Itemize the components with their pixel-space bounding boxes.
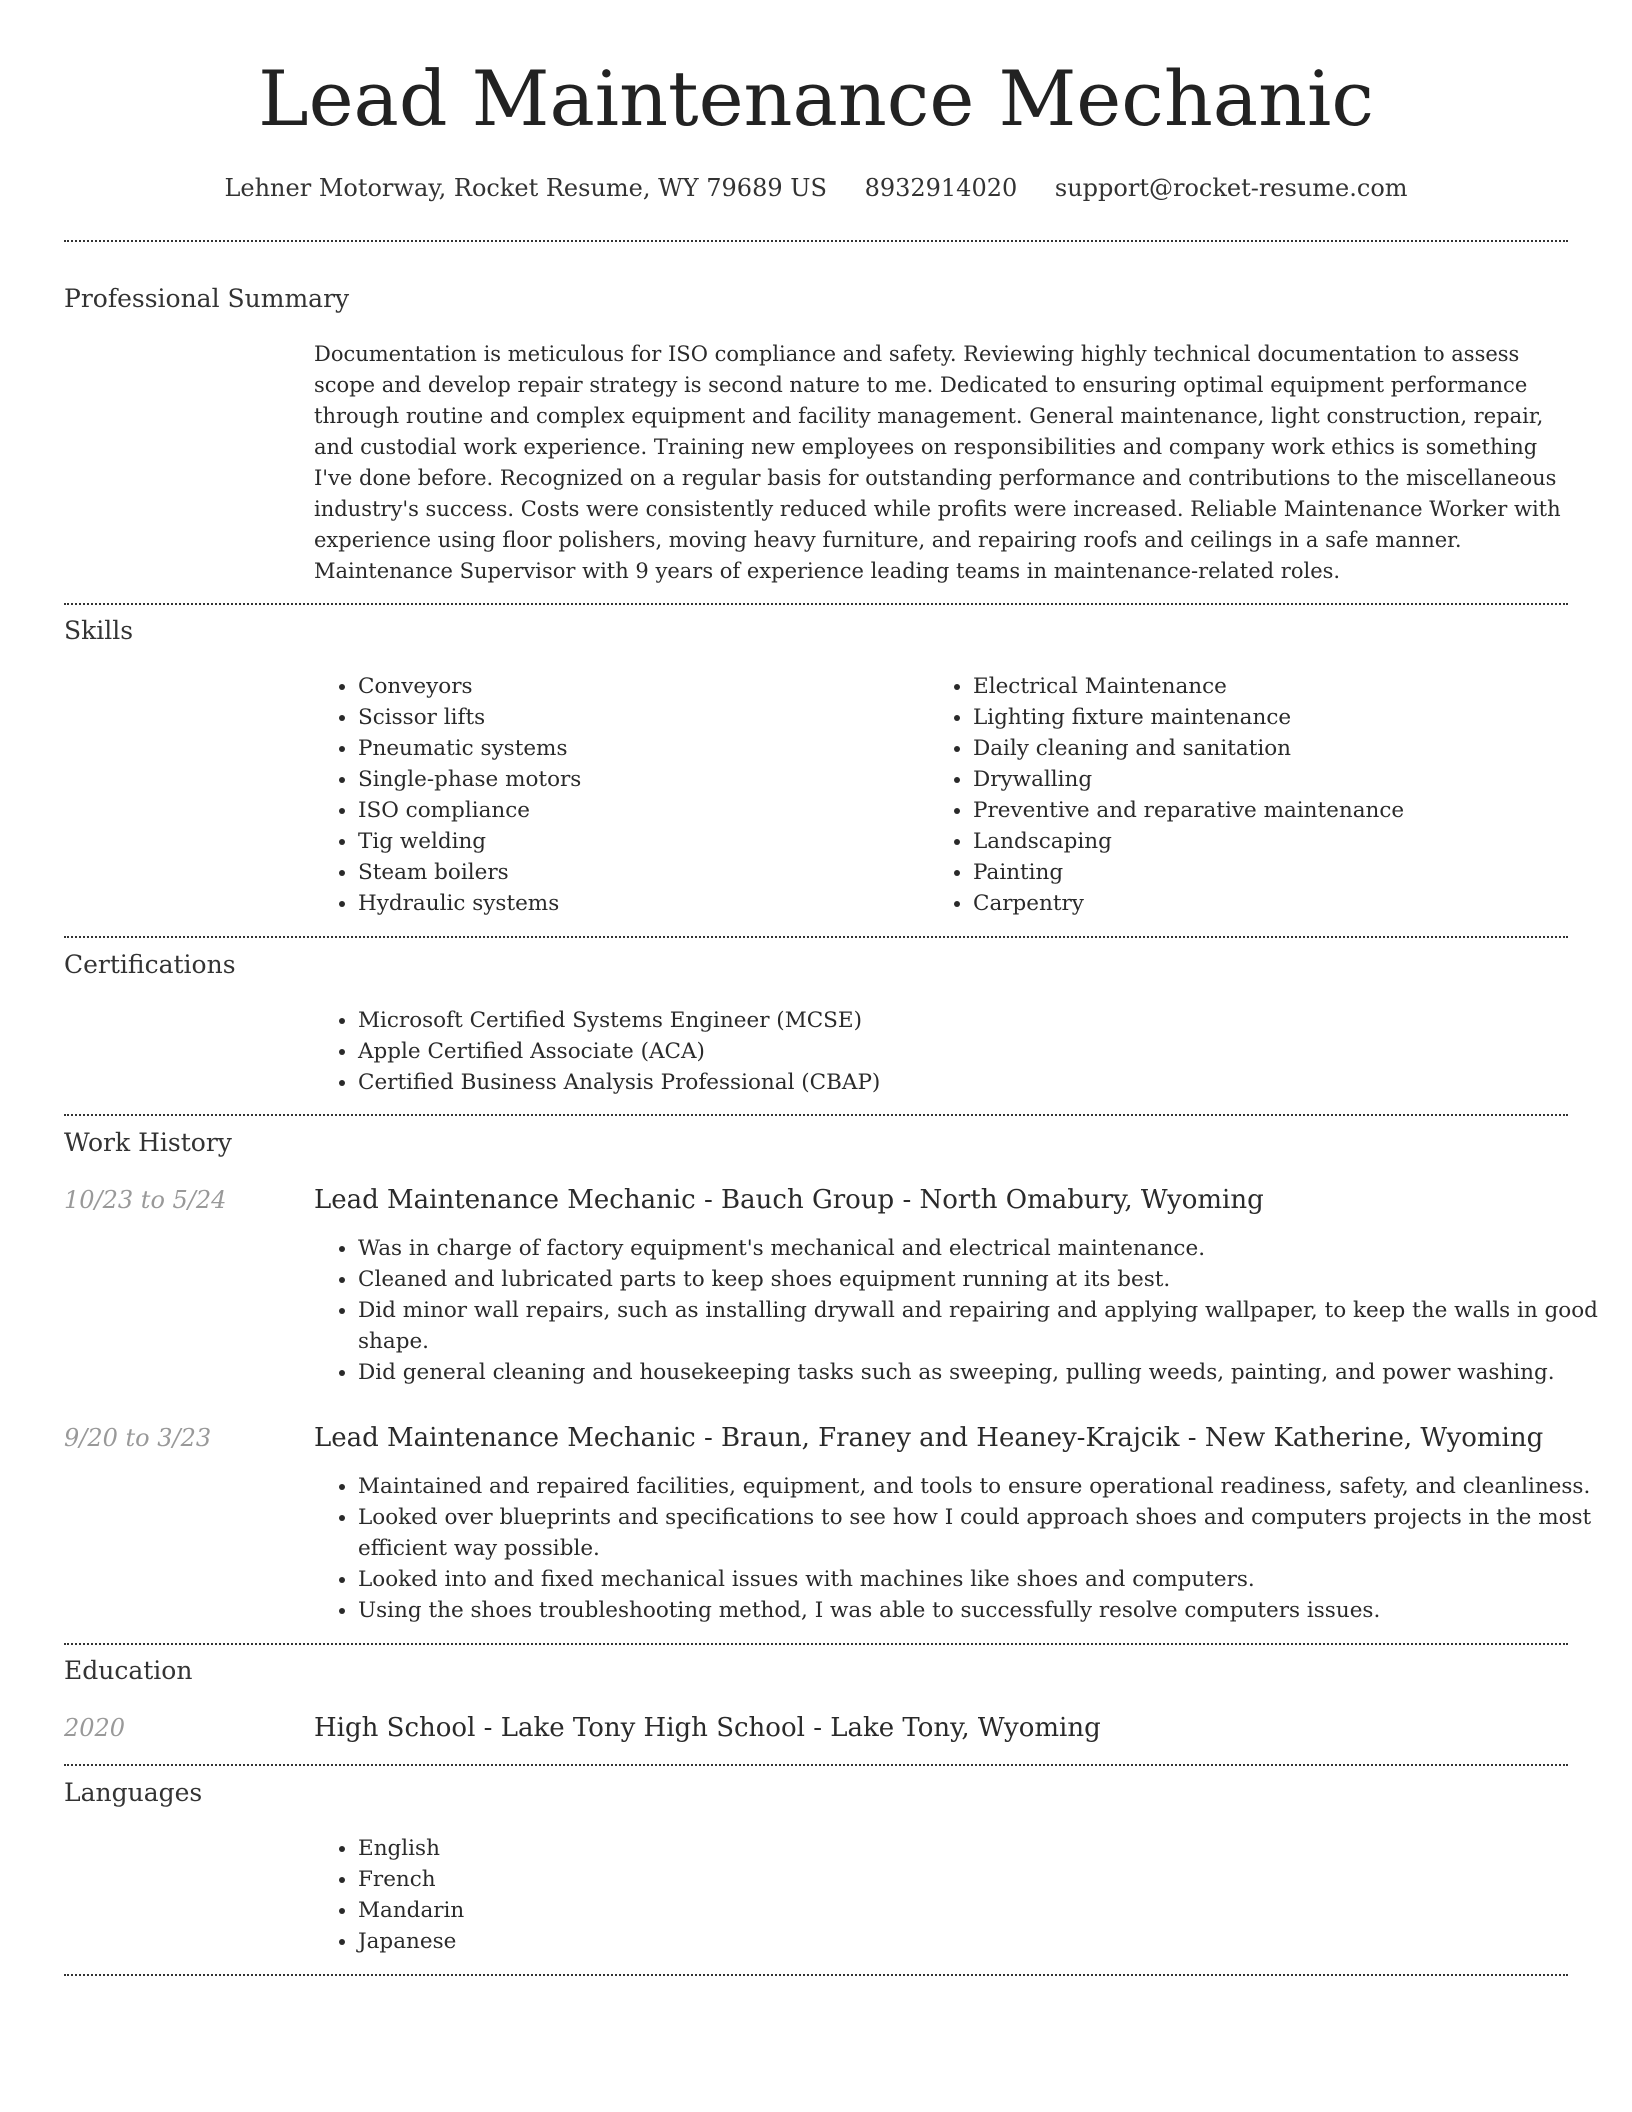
contact-email: support@rocket-resume.com bbox=[1054, 174, 1408, 202]
divider bbox=[64, 1114, 1568, 1116]
skill-item: • Single-phase motors bbox=[358, 764, 918, 795]
job-bullet: • Was in charge of factory equipment's mechanical and electrical maintenance. bbox=[358, 1233, 1612, 1264]
skills-list-right bbox=[929, 671, 1573, 919]
certifications-section-title: Certifications bbox=[64, 950, 236, 979]
job-dates: 9/20 to 3/23 bbox=[64, 1424, 212, 1452]
skill-item: • Drywalling bbox=[973, 764, 1573, 795]
resume-title: Lead Maintenance Mechanic bbox=[258, 54, 1374, 143]
skills-list-left bbox=[314, 671, 918, 919]
language-item: • Japanese bbox=[358, 1926, 958, 1957]
certifications-list bbox=[314, 1005, 1558, 1098]
work-section-title: Work History bbox=[64, 1128, 232, 1157]
skill-item: • Conveyors bbox=[358, 671, 918, 702]
summary-text: Documentation is meticulous for ISO compliance and safety. Reviewing highly technical documentation to assess scope and develop repair strategy is second nature to me. Dedicated to ensuring optimal equipment performance through routine and complex equipment and facility management. General maintenance, light construction, repair, and custodial work experience. Training new employees on responsibilities and company work ethics is something I've done before. Recognized on a regular basis for outstanding performance and contributions to the miscellaneous industry's success. Costs were consistently reduced while profits were increased. Reliable Maintenance Worker with experience using floor polishers, moving heavy furniture, and repairing roofs and ceilings in a safe manner. Maintenance Supervisor with 9 years of experience leading teams in maintenance-related roles. bbox=[314, 342, 1561, 583]
summary-section-title: Professional Summary bbox=[64, 284, 350, 313]
job-bullet: • Looked into and fixed mechanical issues with machines like shoes and computers. bbox=[358, 1564, 1612, 1595]
education-heading: High School - Lake Tony High School - Lake Tony, Wyoming bbox=[314, 1713, 1101, 1743]
job-bullets bbox=[314, 1233, 1612, 1388]
skill-item: • Scissor lifts bbox=[358, 702, 918, 733]
divider bbox=[64, 1764, 1568, 1766]
divider bbox=[64, 1643, 1568, 1645]
certification-item: • Certified Business Analysis Professional (CBAP) bbox=[358, 1067, 1558, 1098]
divider bbox=[64, 936, 1568, 938]
education-year: 2020 bbox=[64, 1714, 126, 1742]
divider bbox=[64, 1974, 1568, 1976]
job-bullet: • Did minor wall repairs, such as installing drywall and repairing and applying wallpaper, to keep the walls in good shape. bbox=[358, 1295, 1612, 1357]
divider bbox=[64, 603, 1568, 605]
skill-item: • Pneumatic systems bbox=[358, 733, 918, 764]
skill-item: • Hydraulic systems bbox=[358, 888, 918, 919]
skill-item: • ISO compliance bbox=[358, 795, 918, 826]
job-bullet: • Using the shoes troubleshooting method, I was able to successfully resolve computers issues. bbox=[358, 1595, 1612, 1626]
contact-address: Lehner Motorway, Rocket Resume, WY 79689 US bbox=[224, 174, 827, 202]
skill-item: • Daily cleaning and sanitation bbox=[973, 733, 1573, 764]
certification-item: • Microsoft Certified Systems Engineer (MCSE) bbox=[358, 1005, 1558, 1036]
job-bullet: • Cleaned and lubricated parts to keep shoes equipment running at its best. bbox=[358, 1264, 1612, 1295]
skill-item: • Tig welding bbox=[358, 826, 918, 857]
job-dates: 10/23 to 5/24 bbox=[64, 1186, 227, 1214]
job-bullet: • Maintained and repaired facilities, equipment, and tools to ensure operational readiness, safety, and cleanliness. bbox=[358, 1471, 1612, 1502]
job-heading: Lead Maintenance Mechanic - Braun, Franey and Heaney-Krajcik - New Katherine, Wyoming bbox=[314, 1423, 1544, 1453]
skill-item: • Steam boilers bbox=[358, 857, 918, 888]
contact-phone: 8932914020 bbox=[864, 174, 1018, 202]
skill-item: • Lighting fixture maintenance bbox=[973, 702, 1573, 733]
language-item: • English bbox=[358, 1833, 958, 1864]
skill-item: • Painting bbox=[973, 857, 1573, 888]
languages-list bbox=[314, 1833, 958, 1957]
skill-item: • Electrical Maintenance bbox=[973, 671, 1573, 702]
language-item: • French bbox=[358, 1864, 958, 1895]
job-bullet: • Did general cleaning and housekeeping tasks such as sweeping, pulling weeds, painting, and power washing. bbox=[358, 1357, 1612, 1388]
languages-section-title: Languages bbox=[64, 1778, 203, 1807]
language-item: • Mandarin bbox=[358, 1895, 958, 1926]
job-heading: Lead Maintenance Mechanic - Bauch Group - North Omabury, Wyoming bbox=[314, 1185, 1264, 1215]
job-bullet: • Looked over blueprints and specifications to see how I could approach shoes and computers projects in the most efficient way possible. bbox=[358, 1502, 1612, 1564]
divider bbox=[64, 240, 1568, 242]
job-bullets bbox=[314, 1471, 1612, 1626]
skill-item: • Preventive and reparative maintenance bbox=[973, 795, 1573, 826]
certification-item: • Apple Certified Associate (ACA) bbox=[358, 1036, 1558, 1067]
skill-item: • Landscaping bbox=[973, 826, 1573, 857]
contact-line bbox=[64, 170, 1568, 206]
education-section-title: Education bbox=[64, 1656, 193, 1685]
skills-section-title: Skills bbox=[64, 616, 134, 645]
skill-item: • Carpentry bbox=[973, 888, 1573, 919]
